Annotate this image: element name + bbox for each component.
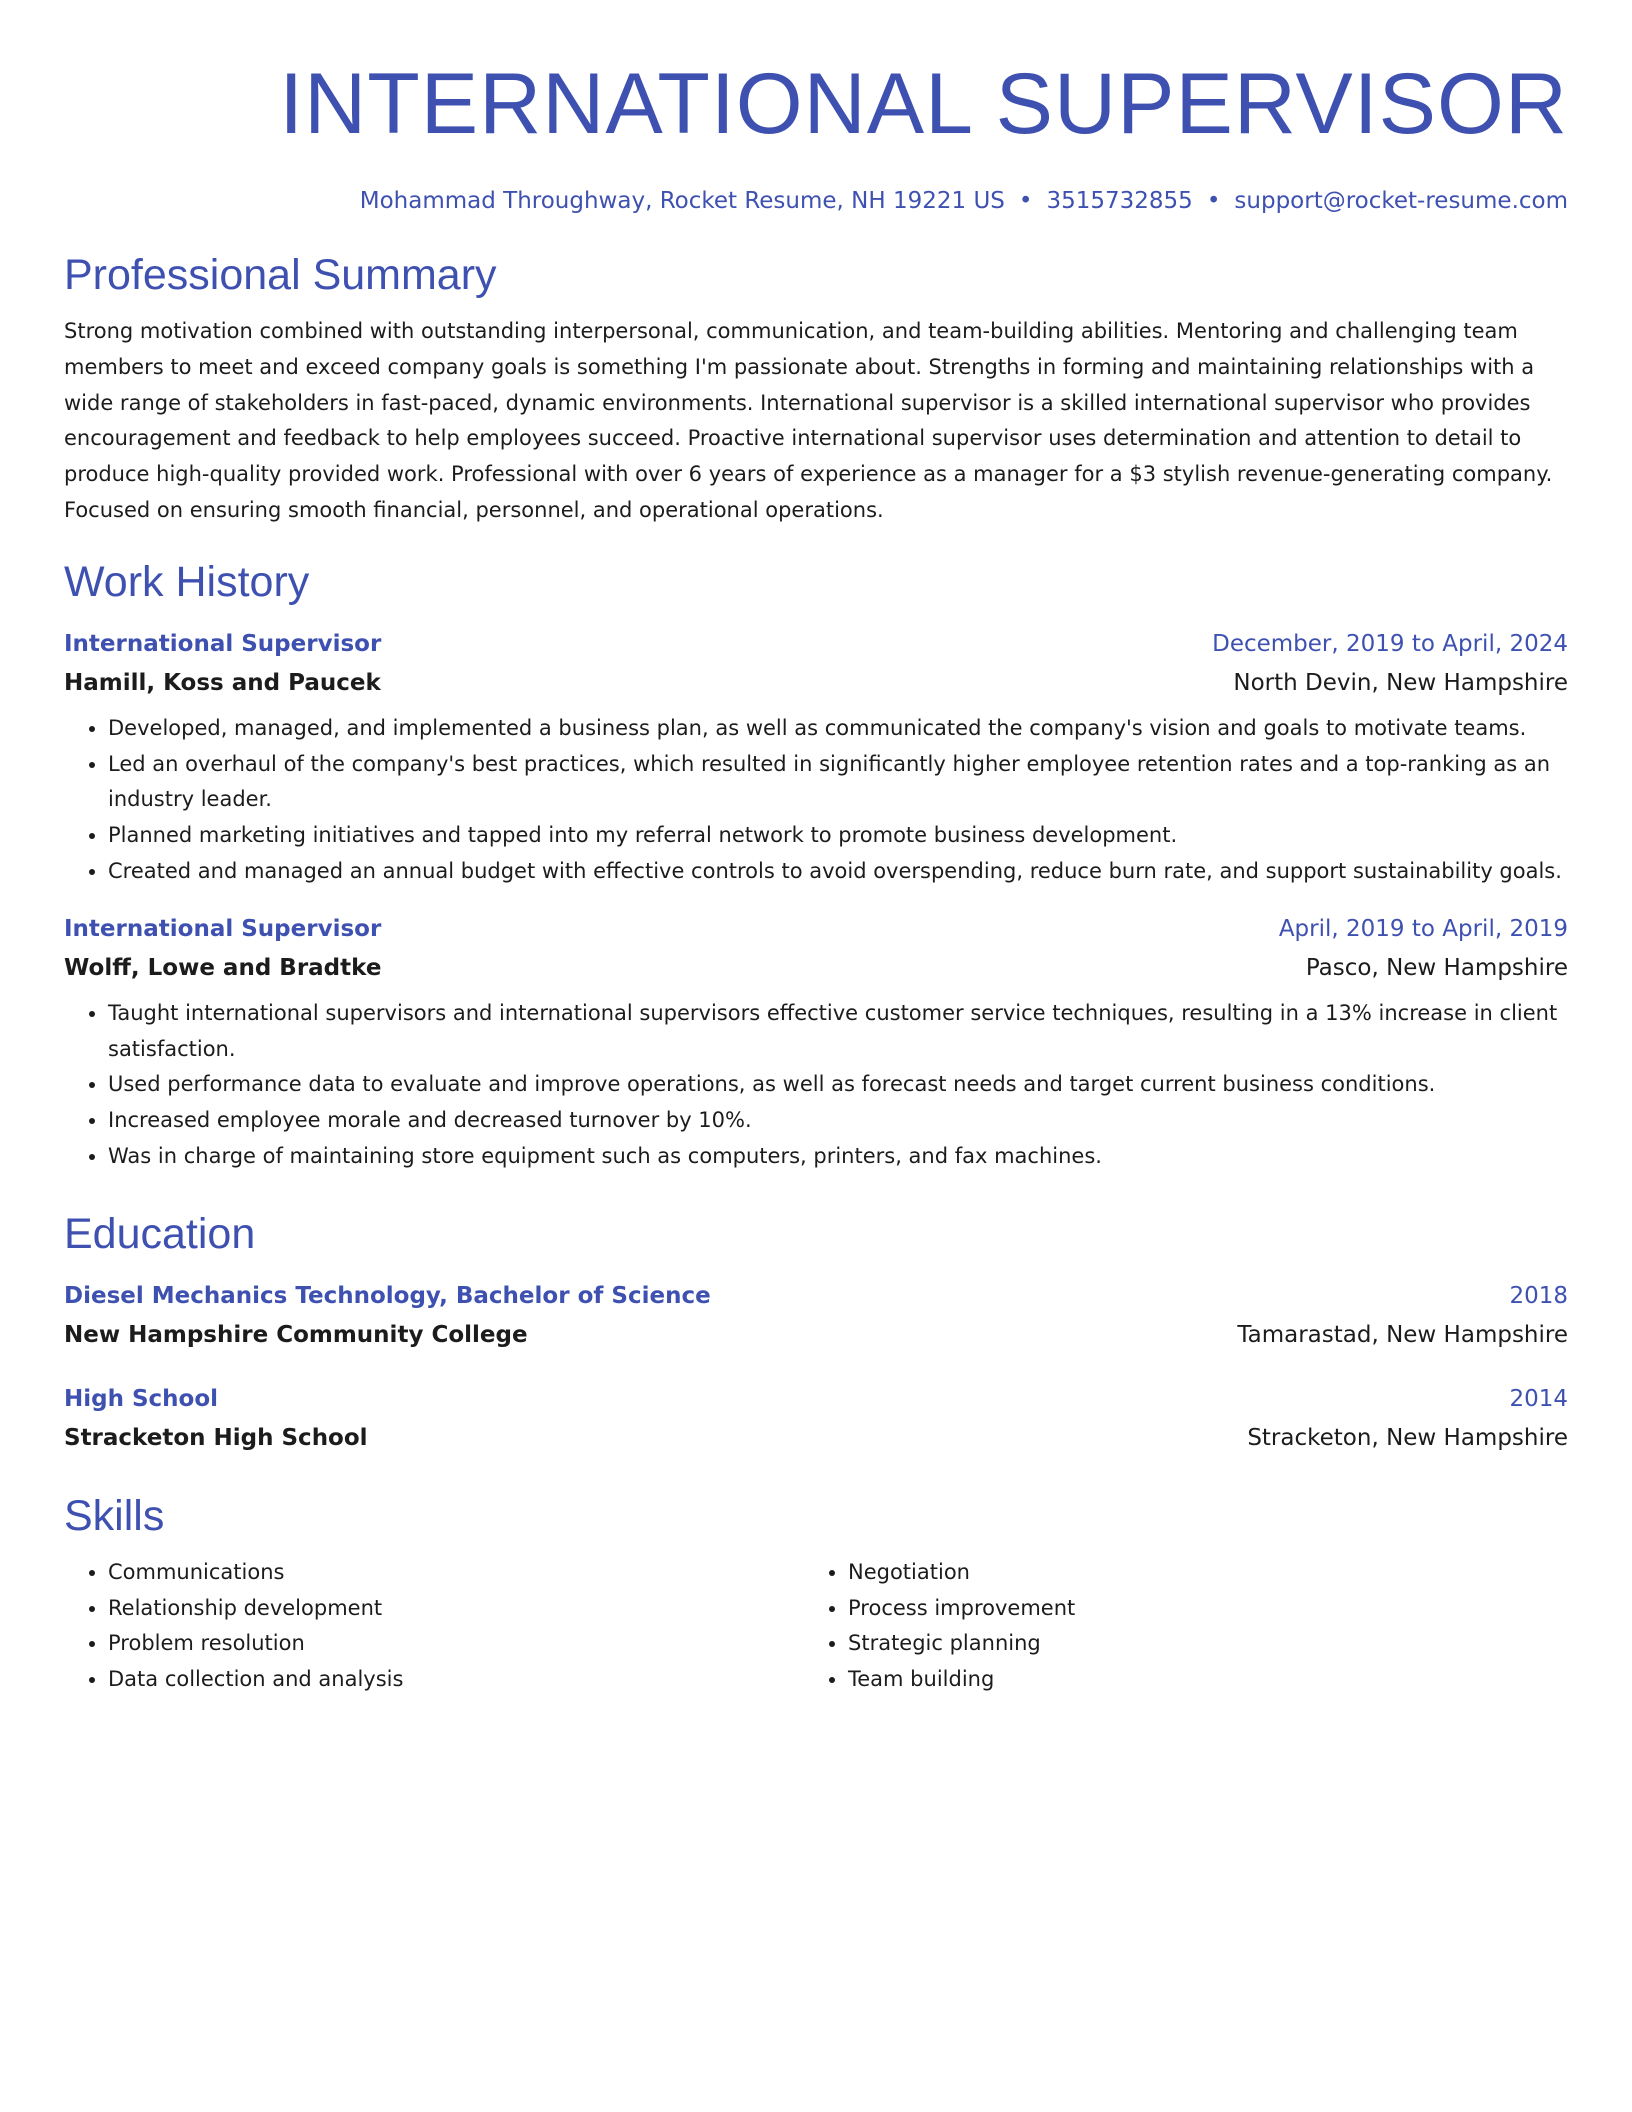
job-company: Hamill, Koss and Paucek	[64, 669, 381, 696]
contact-line	[64, 186, 1568, 216]
list-item: • Taught international supervisors and international supervisors effective customer service techniques, resulting in a 13% increase in client satisfaction.	[108, 996, 1568, 1068]
summary-section	[64, 250, 1568, 529]
skill-item: • Negotiation	[848, 1555, 1544, 1591]
skills-list-right	[804, 1555, 1544, 1698]
job-location: Pasco, New Hampshire	[1305, 954, 1568, 981]
job-entry	[64, 629, 1568, 890]
job-bullets	[64, 996, 1568, 1175]
job-company-row	[64, 953, 1568, 983]
section-heading-skills: Skills	[64, 1491, 165, 1540]
job-title: International Supervisor	[64, 630, 382, 657]
education-school: New Hampshire Community College	[64, 1321, 528, 1348]
education-year: 2014	[1509, 1385, 1568, 1412]
list-item: • Used performance data to evaluate and improve operations, as well as forecast needs and target current business conditions.	[108, 1067, 1568, 1103]
contact-separator: •	[1018, 188, 1033, 214]
list-item: • Planned marketing initiatives and tapped into my referral network to promote business development.	[108, 818, 1568, 854]
section-heading-work-history: Work History	[64, 557, 310, 606]
contact-email[interactable]: support@rocket-resume.com	[1234, 188, 1568, 214]
skill-item: • Communications	[108, 1555, 804, 1591]
job-title-row	[64, 914, 1568, 944]
education-year: 2018	[1509, 1282, 1568, 1309]
job-title: International Supervisor	[64, 915, 382, 942]
job-location: North Devin, New Hampshire	[1233, 669, 1568, 696]
resume-header	[64, 56, 1568, 216]
skills-section	[64, 1491, 1568, 1698]
education-school-row	[64, 1320, 1568, 1350]
job-company: Wolff, Lowe and Bradtke	[64, 954, 382, 981]
education-location: Tamarastad, New Hampshire	[1237, 1321, 1568, 1348]
education-section	[64, 1209, 1568, 1453]
skill-item: • Strategic planning	[848, 1626, 1544, 1662]
education-school-row	[64, 1423, 1568, 1453]
skill-item: • Data collection and analysis	[108, 1662, 804, 1698]
education-degree-row	[64, 1384, 1568, 1414]
education-degree: Diesel Mechanics Technology, Bachelor of Science	[64, 1282, 711, 1309]
job-dates: April, 2019 to April, 2019	[1278, 915, 1568, 942]
list-item: • Led an overhaul of the company's best practices, which resulted in significantly higher employee retention rates and a top-ranking as an industry leader.	[108, 747, 1568, 819]
job-title-row	[64, 629, 1568, 659]
job-company-row	[64, 668, 1568, 698]
skill-item: • Team building	[848, 1662, 1544, 1698]
education-degree-row	[64, 1281, 1568, 1311]
job-bullets	[64, 711, 1568, 890]
skill-item: • Problem resolution	[108, 1626, 804, 1662]
contact-phone[interactable]: 3515732855	[1046, 188, 1193, 214]
summary-text: Strong motivation combined with outstanding interpersonal, communication, and team-building abilities. Mentoring and challenging team members to meet and exceed company goals is something I'm passionate about. Strengths in forming and maintaining relationships with a wide range of stakeholders in fast-paced, dynamic environments. International supervisor is a skilled international supervisor who provides encouragement and feedback to help employees succeed. Proactive international supervisor uses determination and attention to detail to produce high-quality provided work. Professional with over 6 years of experience as a manager for a $3 stylish revenue-generating company. Focused on ensuring smooth financial, personnel, and operational operations.	[64, 319, 1553, 522]
skill-item: • Relationship development	[108, 1591, 804, 1627]
list-item: • Developed, managed, and implemented a business plan, as well as communicated the company's vision and goals to motivate teams.	[108, 711, 1568, 747]
list-item: • Increased employee morale and decreased turnover by 10%.	[108, 1103, 1568, 1139]
education-degree: High School	[64, 1385, 219, 1412]
section-heading-summary: Professional Summary	[64, 251, 497, 299]
job-entry	[64, 914, 1568, 1175]
list-item: • Created and managed an annual budget with effective controls to avoid overspending, reduce burn rate, and support sustainability goals.	[108, 854, 1568, 890]
job-dates: December, 2019 to April, 2024	[1212, 630, 1568, 657]
contact-address: Mohammad Throughway, Rocket Resume, NH 19221 US	[359, 188, 1005, 214]
education-entry	[64, 1281, 1568, 1350]
work-history-section	[64, 557, 1568, 1175]
list-item: • Was in charge of maintaining store equipment such as computers, printers, and fax machines.	[108, 1139, 1568, 1175]
skills-columns	[64, 1555, 1568, 1698]
skills-list-left	[64, 1555, 804, 1698]
education-school: Stracketon High School	[64, 1424, 368, 1451]
contact-separator: •	[1206, 188, 1221, 214]
education-entry	[64, 1384, 1568, 1453]
candidate-name: INTERNATIONAL SUPERVISOR	[279, 56, 1568, 152]
skill-item: • Process improvement	[848, 1591, 1544, 1627]
education-location: Stracketon, New Hampshire	[1247, 1424, 1568, 1451]
section-heading-education: Education	[64, 1209, 256, 1258]
